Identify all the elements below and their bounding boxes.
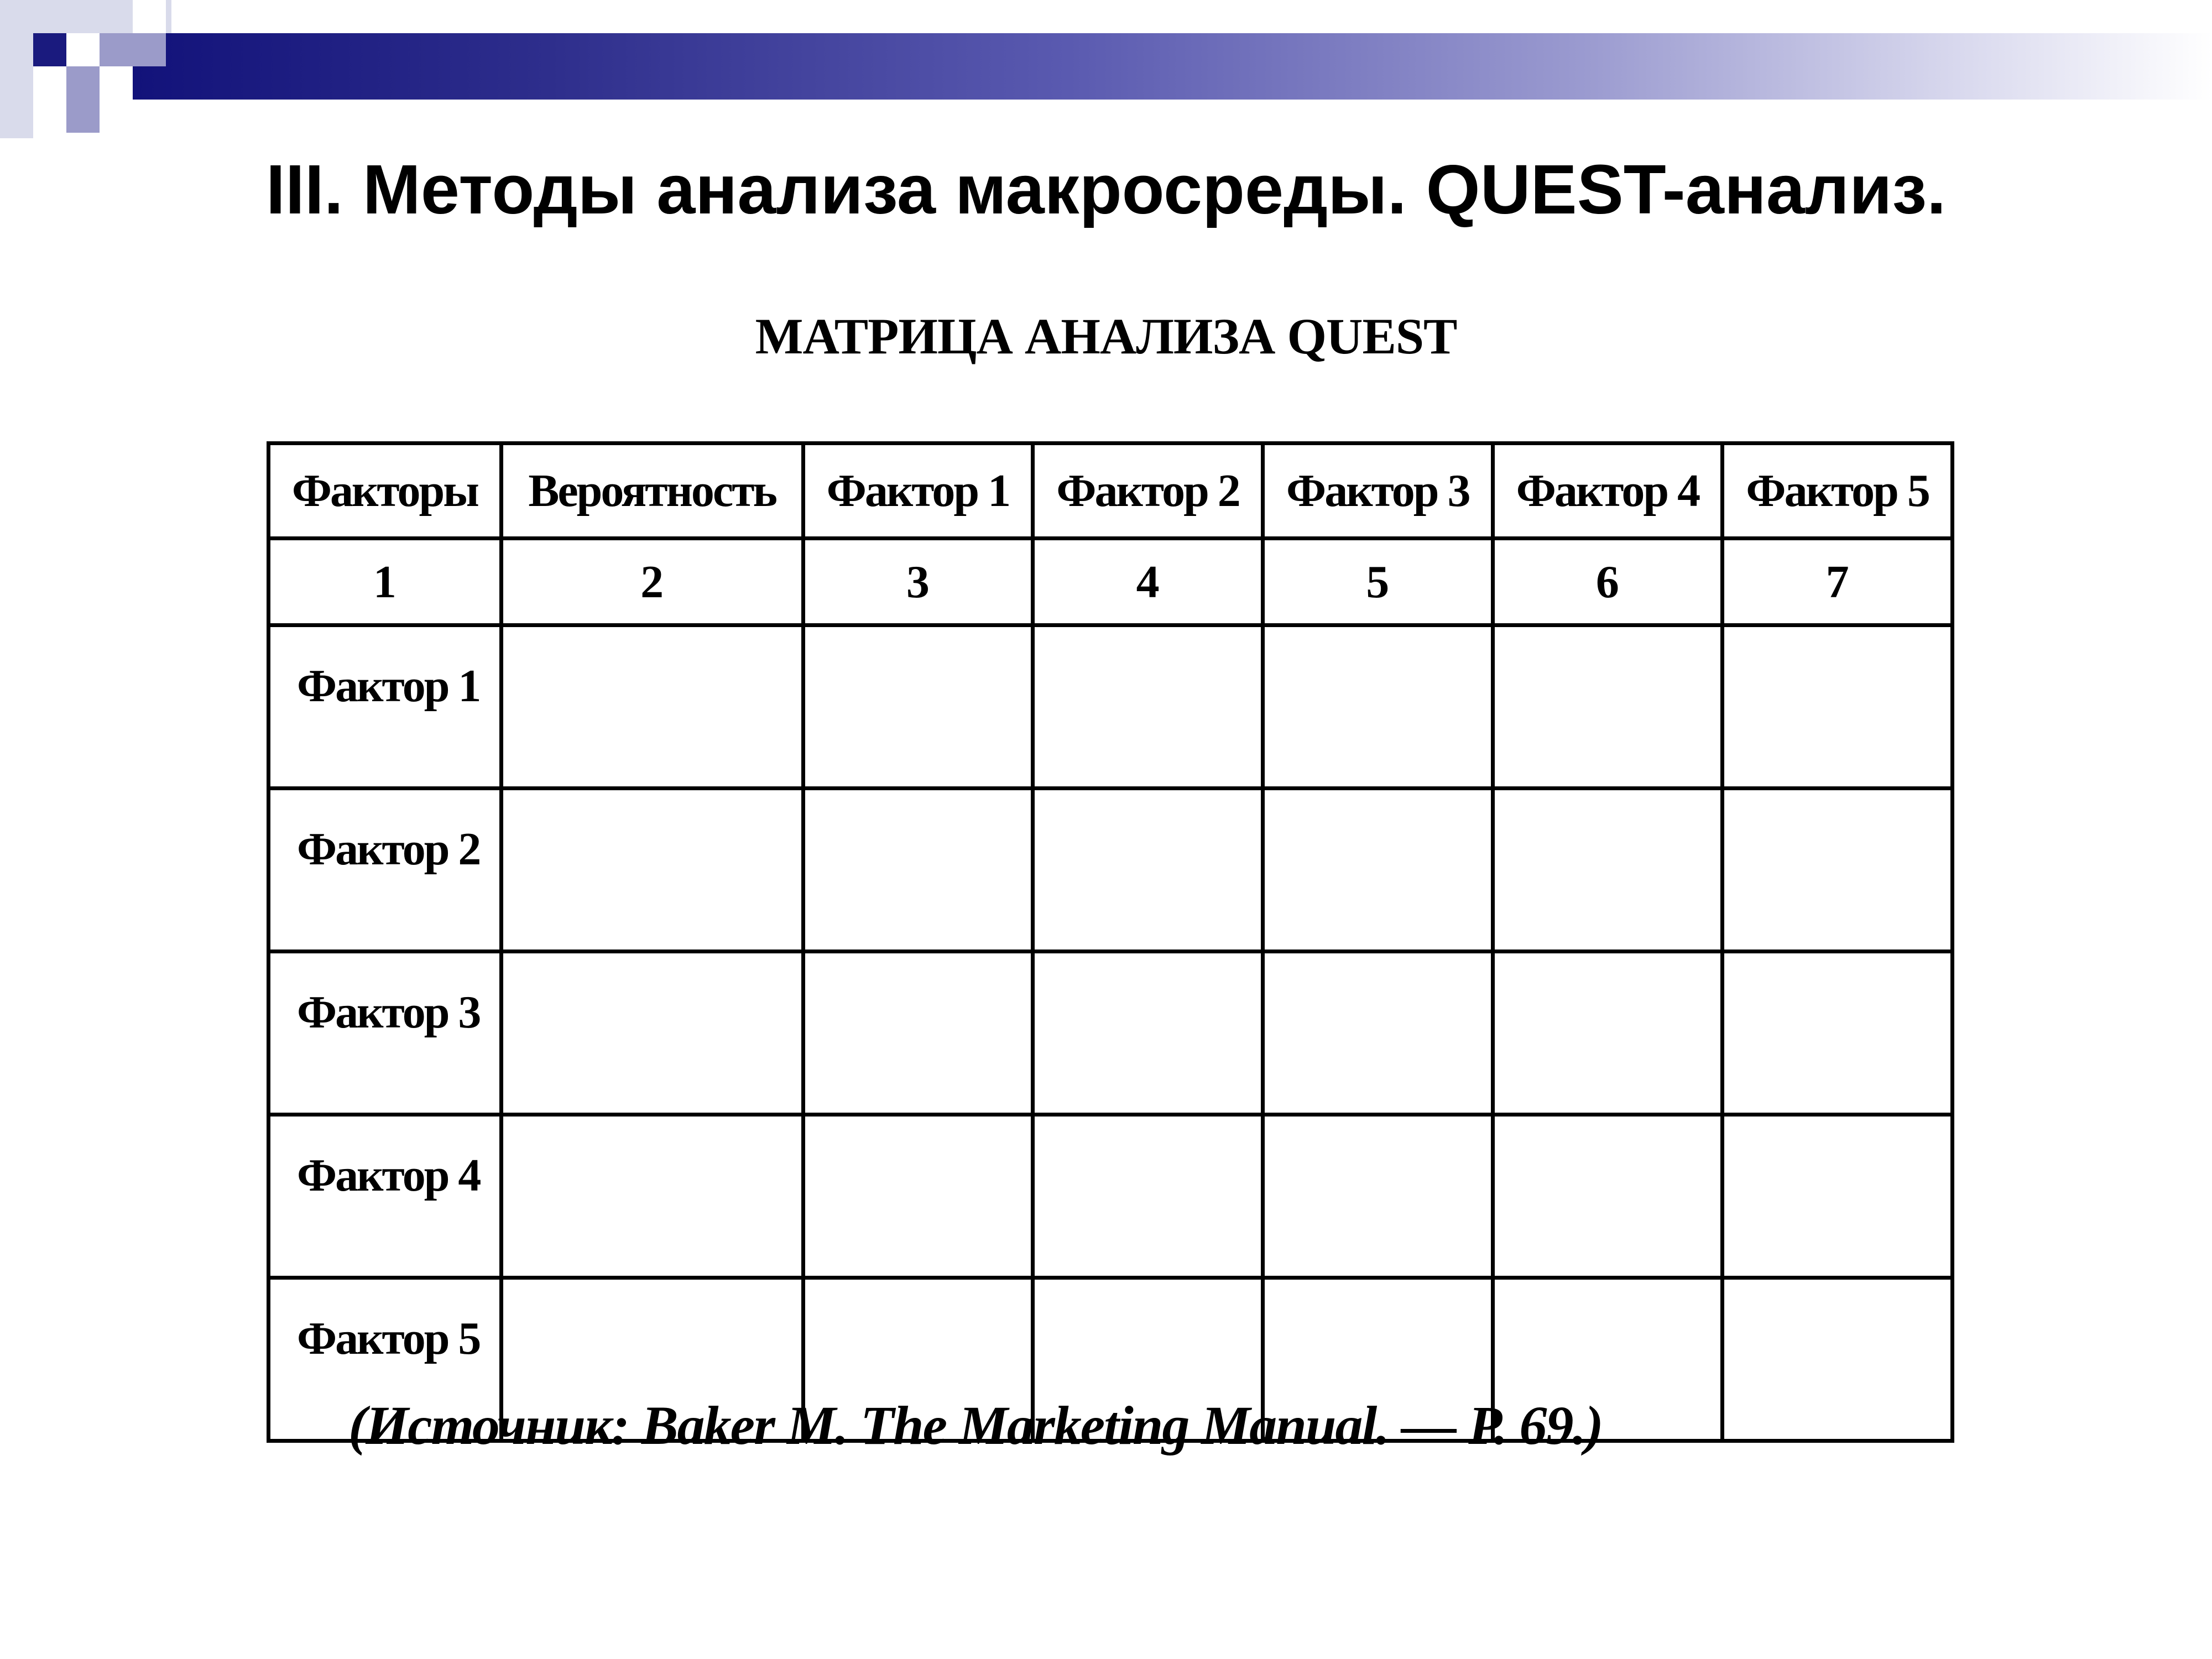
table-row <box>269 952 1953 1115</box>
empty-cell <box>1493 789 1723 952</box>
decor-square <box>100 33 166 66</box>
column-header: Вероятность <box>501 444 803 539</box>
slide-title: III. Методы анализа макросреды. QUEST-анализ. <box>265 150 1947 228</box>
empty-cell <box>1262 789 1493 952</box>
empty-cell <box>1723 1115 1953 1278</box>
empty-cell <box>501 789 803 952</box>
empty-cell <box>501 625 803 789</box>
empty-cell <box>1723 625 1953 789</box>
empty-cell <box>803 1115 1033 1278</box>
empty-cell <box>1493 625 1723 789</box>
empty-cell <box>1723 952 1953 1115</box>
column-number: 2 <box>501 539 803 625</box>
empty-cell <box>1033 1115 1263 1278</box>
table-row <box>269 789 1953 952</box>
empty-cell <box>1493 1115 1723 1278</box>
decor-square <box>66 100 100 133</box>
column-number: 7 <box>1723 539 1953 625</box>
header-gradient-bar <box>133 33 2212 100</box>
column-number: 1 <box>269 539 502 625</box>
row-label: Фактор 2 <box>269 789 502 952</box>
empty-cell <box>1493 952 1723 1115</box>
empty-cell <box>1723 789 1953 952</box>
empty-cell <box>803 789 1033 952</box>
empty-cell <box>501 1115 803 1278</box>
empty-cell <box>803 952 1033 1115</box>
row-label: Фактор 3 <box>269 952 502 1115</box>
column-header: Фактор 4 <box>1493 444 1723 539</box>
decor-square <box>100 66 133 133</box>
empty-cell <box>1033 789 1263 952</box>
empty-cell <box>1033 625 1263 789</box>
table-row <box>269 625 1953 789</box>
decor-square <box>0 33 33 138</box>
empty-cell <box>803 625 1033 789</box>
row-label: Фактор 4 <box>269 1115 502 1278</box>
empty-cell <box>1262 625 1493 789</box>
column-header: Фактор 2 <box>1033 444 1263 539</box>
column-header: Фактор 1 <box>803 444 1033 539</box>
matrix-heading: МАТРИЦА АНАЛИЗА QUEST <box>755 308 1457 364</box>
quest-matrix-table <box>267 441 1954 1443</box>
empty-cell <box>1262 952 1493 1115</box>
empty-cell <box>1262 1115 1493 1278</box>
decor-square <box>66 66 100 100</box>
row-label: Фактор 5 <box>269 1278 502 1441</box>
decor-square <box>133 0 166 33</box>
decor-square <box>33 33 66 66</box>
table-header-row <box>269 444 1953 539</box>
column-header: Фактор 5 <box>1723 444 1953 539</box>
column-number: 4 <box>1033 539 1263 625</box>
empty-cell <box>1033 952 1263 1115</box>
source-citation: (Источник: Baker M. The Marketing Manual. — P. 69.) <box>348 1395 1603 1456</box>
column-number: 5 <box>1262 539 1493 625</box>
column-number-row <box>269 539 1953 625</box>
column-number: 3 <box>803 539 1033 625</box>
column-header: Фактор 3 <box>1262 444 1493 539</box>
column-header: Факторы <box>269 444 502 539</box>
row-label: Фактор 1 <box>269 625 502 789</box>
table-row <box>269 1115 1953 1278</box>
empty-cell <box>501 952 803 1115</box>
column-number: 6 <box>1493 539 1723 625</box>
slide-header-decoration <box>0 0 2212 138</box>
